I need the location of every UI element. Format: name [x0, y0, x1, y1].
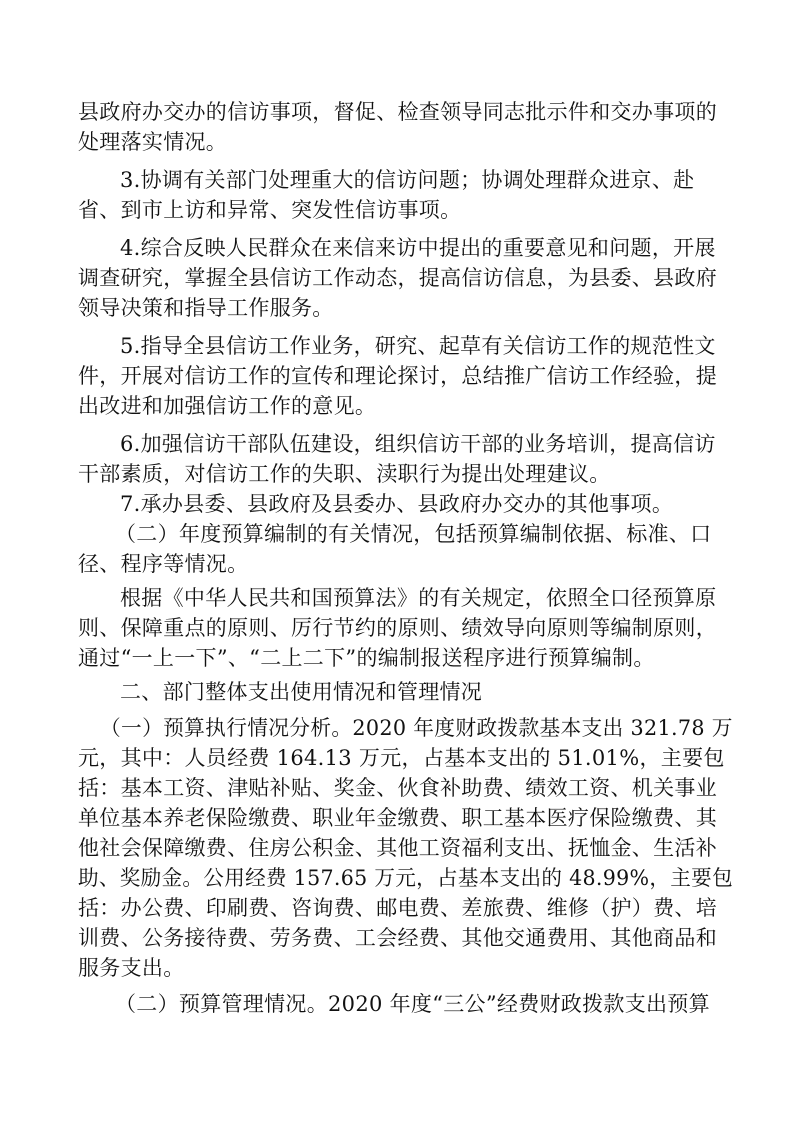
text-line-6: 调查研究，掌握全县信访工作动态，提高信访信息，为县委、县政府 — [78, 266, 717, 290]
text-line-7: 领导决策和指导工作服务。 — [78, 296, 334, 320]
text-line-9: 件，开展对信访工作的宣传和理论探讨，总结推广信访工作经验，提 — [78, 364, 717, 388]
text-line-13: 7.承办县委、县政府及县委办、县政府办交办的其他事项。 — [120, 492, 674, 516]
text-line-11: 6.加强信访干部队伍建设，组织信访干部的业务培训，提高信访 — [120, 432, 716, 456]
text-line-15: 径、程序等情况。 — [78, 552, 249, 576]
text-line-12: 干部素质，对信访工作的失职、渎职行为提出处理建议。 — [78, 462, 611, 486]
text-line-24: 他社会保障缴费、住房公积金、其他工资福利支出、抚恤金、生活补 — [78, 836, 717, 860]
text-line-3: 3.协调有关部门处理重大的信访问题；协调处理群众进京、赴 — [120, 168, 695, 192]
text-line-23: 单位基本养老保险缴费、职业年金缴费、职工基本医疗保险缴费、其 — [78, 806, 717, 830]
text-line-14: （二）年度预算编制的有关情况，包括预算编制依据、标准、口 — [115, 522, 712, 546]
text-line-1: 县政府办交办的信访事项，督促、检查领导同志批示件和交办事项的 — [78, 100, 717, 124]
text-line-4: 省、到市上访和异常、突发性信访事项。 — [78, 198, 462, 222]
text-line-22: 括：基本工资、津贴补贴、奖金、伙食补助费、绩效工资、机关事业 — [78, 776, 717, 800]
text-line-18: 通过“一上一下”、“二上二下”的编制报送程序进行预算编制。 — [78, 646, 655, 670]
text-line-17: 则、保障重点的原则、厉行节约的原则、绩效导向原则等编制原则， — [78, 616, 717, 640]
text-line-2: 处理落实情况。 — [78, 130, 228, 154]
text-line-10: 出改进和加强信访工作的意见。 — [78, 394, 377, 418]
text-line-28: 服务支出。 — [78, 956, 185, 980]
text-line-16: 根据《中华人民共和国预算法》的有关规定，依照全口径预算原 — [120, 586, 717, 610]
text-line-19: 二、部门整体支出使用情况和管理情况 — [120, 680, 483, 704]
text-line-26: 括：办公费、印刷费、咨询费、邮电费、差旅费、维修（护）费、培 — [78, 896, 717, 920]
text-line-21: 元，其中：人员经费 164.13 万元，占基本支出的 51.01%，主要包 — [78, 746, 725, 770]
text-line-27: 训费、公务接待费、劳务费、工会经费、其他交通费用、其他商品和 — [78, 926, 717, 950]
text-line-20: （一）预算执行情况分析。2020 年度财政拨款基本支出 321.78 万 — [100, 716, 733, 740]
text-line-25: 助、奖励金。公用经费 157.65 万元，占基本支出的 48.99%，主要包 — [78, 866, 733, 890]
text-line-5: 4.综合反映人民群众在来信来访中提出的重要意见和问题，开展 — [120, 236, 716, 260]
text-line-8: 5.指导全县信访工作业务，研究、起草有关信访工作的规范性文 — [120, 334, 716, 358]
text-line-29: （二）预算管理情况。2020 年度“三公”经费财政拨款支出预算 — [115, 992, 710, 1016]
